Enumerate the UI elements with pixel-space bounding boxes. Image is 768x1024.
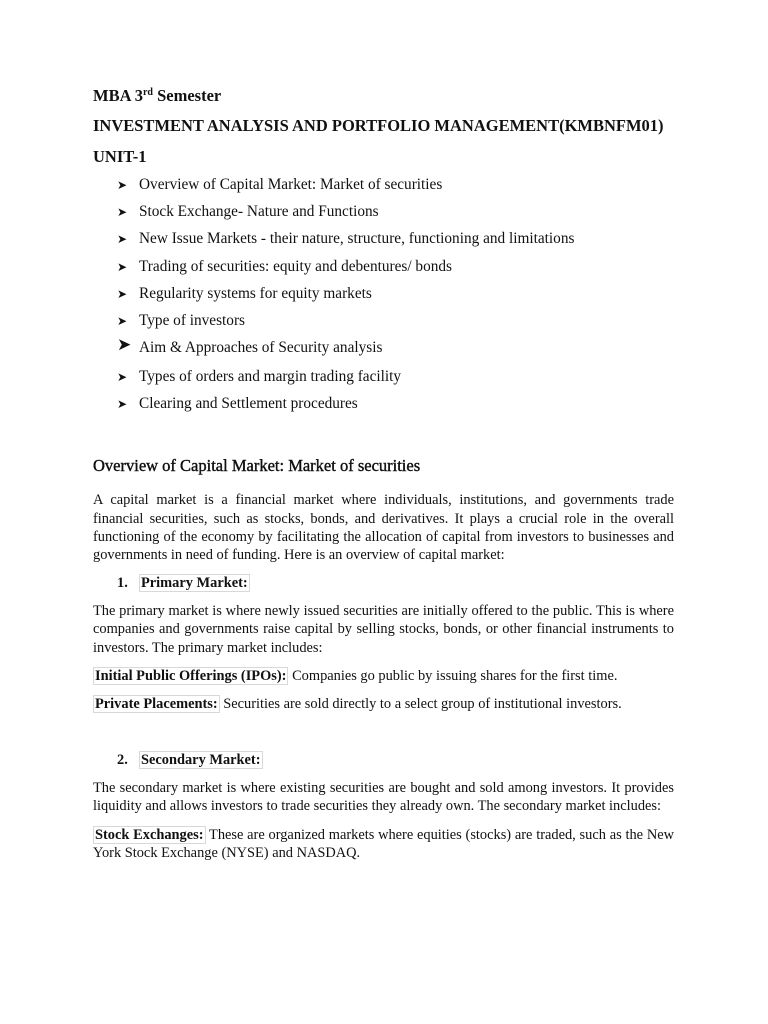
arrow-bullet-icon: ➤ [117,205,128,220]
spacer [93,723,674,751]
topic-item: ➤ Overview of Capital Market: Market of securities [117,176,443,193]
topic-item: ➤ Aim & Approaches of Security analysis [117,335,383,357]
stock-exchange-term: Stock Exchanges: [95,826,204,843]
arrow-bullet-icon: ➤ [117,286,128,301]
arrow-bullet-icon: ➤ [117,313,128,328]
topic-item: ➤ Types of orders and margin trading facility [117,368,402,386]
topic-list [117,175,674,413]
secondary-market-heading: 2. Secondary Market: [117,752,261,769]
course-title: INVESTMENT ANALYSIS AND PORTFOLIO MANAGEMENT(KMBNFM01) [93,116,664,135]
private-placement-definition: Private Placements: Securities are sold directly to a select group of institutional investors. [95,695,622,712]
arrow-bullet-icon: ➤ [117,232,128,247]
arrow-bullet-icon: ➤ [117,397,128,412]
primary-market-description: The primary market is where newly issued securities are initially offered to the public. This is where companies and governments raise capital by selling stocks, bonds, or other financial instruments to investors. The primary market includes: [93,603,674,656]
topic-item: ➤ Clearing and Settlement procedures [117,395,358,413]
ipo-term: Initial Public Offerings (IPOs): [95,667,287,684]
primary-market-heading: 1. Primary Market: [117,575,248,592]
topic-item: ➤ New Issue Markets - their nature, structure, functioning and limitations [117,230,575,248]
ipo-definition: Initial Public Offerings (IPOs): Companies go public by issuing shares for the first time. [95,667,618,684]
unit-title: UNIT-1 [93,147,147,166]
topic-item: ➤ Trading of securities: equity and debentures/ bonds [117,257,452,275]
secondary-market-description: The secondary market is where existing securities are bought and sold among investors. It provides liquidity and allows investors to trade securities they already own. The secondary market includes: [93,780,674,815]
semester-heading: MBA 3rd Semester [93,86,222,105]
semester-superscript: rd [142,87,153,98]
arrow-bullet-icon: ➤ [117,259,128,274]
arrow-bullet-icon: ➤ [117,335,132,355]
intro-paragraph: A capital market is a financial market where individuals, institutions, and governments trade financial securities, such as stocks, bonds, and derivatives. It plays a crucial role in the overall functioning of the economy by facilitating the allocation of capital from investors to businesses and governments in need of funding. Here is an overview of capital market: [93,492,674,563]
topic-item: ➤ Regularity systems for equity markets [117,284,372,302]
stock-exchange-definition: Stock Exchanges: These are organized markets where equities (stocks) are traded, such as the New York Stock Exchange (NYSE) and NASDAQ. [93,826,674,861]
arrow-bullet-icon: ➤ [117,178,128,192]
section-title: Overview of Capital Market: Market of securities [93,456,421,476]
topic-item: ➤ Type of investors [117,311,245,329]
topic-item: ➤ Stock Exchange- Nature and Functions [117,203,379,221]
arrow-bullet-icon: ➤ [117,370,128,385]
private-placement-term: Private Placements: [95,695,218,712]
